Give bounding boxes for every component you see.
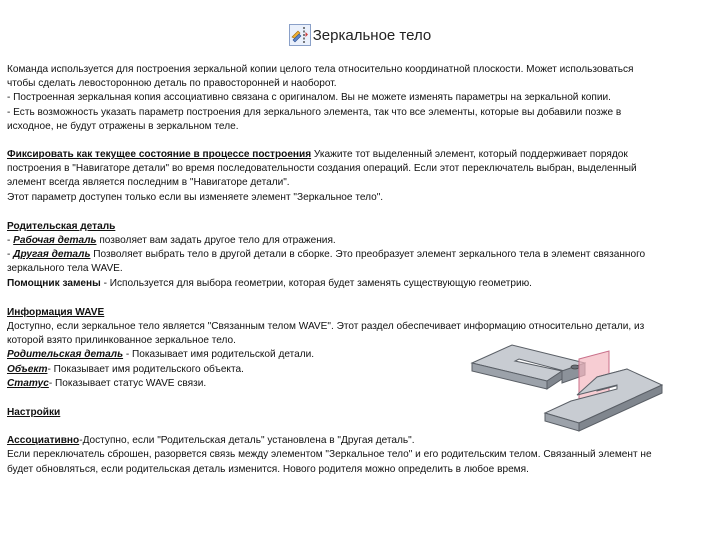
fix-text: Укажите тот выделенный элемент, который поддерживает порядок (311, 149, 628, 161)
settings-line: будет обновляться, если родительская деталь изменится. Нового родителя можно определить в любое время. (7, 463, 529, 475)
fix-option-label: Фиксировать как текущее состояние в процессе построения (7, 149, 312, 161)
work-part-label: Рабочая деталь (13, 235, 97, 247)
work-part-text: позволяет вам задать другое тело для отражения. (96, 235, 336, 247)
page-title: Зеркальное тело (312, 26, 432, 44)
mirror-body-icon (289, 24, 311, 46)
other-part-line: зеркального тела WAVE. (7, 263, 123, 275)
fix-line: построения в "Навигаторе детали" во время последовательности создания операций. Если этот переключатель выбран, выделенный (7, 163, 637, 175)
wave-object-text: - Показывает имя родительского объекта. (47, 363, 244, 375)
parent-heading: Родительская деталь (7, 220, 116, 232)
replace-helper-text: - Используется для выбора геометрии, которая будет заменять существующую геометрию. (100, 277, 532, 289)
assoc-text: -Доступно, если "Родительская деталь" установлена в "Другая деталь". (79, 435, 415, 447)
intro-line: исходное, не будут отражены в зеркальном теле. (7, 120, 239, 132)
settings-heading: Настройки (7, 407, 61, 419)
intro-line: - Есть возможность указать параметр построения для зеркального элемента, так что все элементы, которые вы добавили позже в (7, 106, 622, 118)
replace-helper-line (7, 277, 713, 291)
wave-parent-text: - Показывает имя родительской детали. (123, 349, 315, 361)
wave-heading: Информация WAVE (7, 306, 105, 318)
fix-line: элемент всегда является последним в "Навигаторе детали". (7, 177, 290, 189)
other-part-line: - Другая деталь Позволяет выбрать тело в другой детали в сборке. Это преобразует элемент зеркального тела в элемент связанного (7, 249, 646, 261)
settings-line: Если переключатель сброшен, разорвется связь между элементом "Зеркальное тело" и его родительским телом. Связанный элемент не (7, 449, 652, 461)
fix-paragraph (7, 148, 713, 162)
title-bar (0, 24, 720, 50)
intro-line: чтобы сделать левосторонною деталь по правосторонней и наоборот. (7, 78, 337, 90)
wave-status-label: Статус (7, 377, 49, 389)
other-part-text: Позволяет выбрать тело в другой детали в сборке. Это преобразует элемент зеркального тела в элемент связанного (90, 249, 646, 261)
work-part-line: - Рабочая деталь позволяет вам задать другое тело для отражения. (7, 235, 336, 247)
intro-line: Команда используется для построения зеркальной копии целого тела относительно координатной плоскости. Может использоваться (7, 64, 634, 75)
intro-line: - Построенная зеркальная копия ассоциативно связана с оригиналом. Вы не можете изменять параметры на зеркальной копии. (7, 92, 611, 104)
assoc-label: Ассоциативно (7, 435, 80, 447)
mirror-body-illustration (467, 323, 667, 435)
other-part-label: Другая деталь (13, 249, 91, 261)
wave-line: которой взято прилинкованное зеркальное тело. (7, 335, 236, 347)
replace-helper-label: Помощник замены (7, 277, 101, 289)
wave-status-text: - Показывает статус WAVE связи. (48, 377, 207, 389)
wave-parent-label: Родительская деталь (7, 349, 124, 361)
assoc-line (7, 434, 713, 448)
fix-line: Этот параметр доступен только если вы изменяете элемент "Зеркальное тело". (7, 191, 384, 203)
wave-object-label: Объект (7, 363, 48, 375)
wave-line: Доступно, если зеркальное тело является "Связанным телом WAVE". Этот раздел обеспечивает информацию относительно детали, из (7, 321, 645, 333)
